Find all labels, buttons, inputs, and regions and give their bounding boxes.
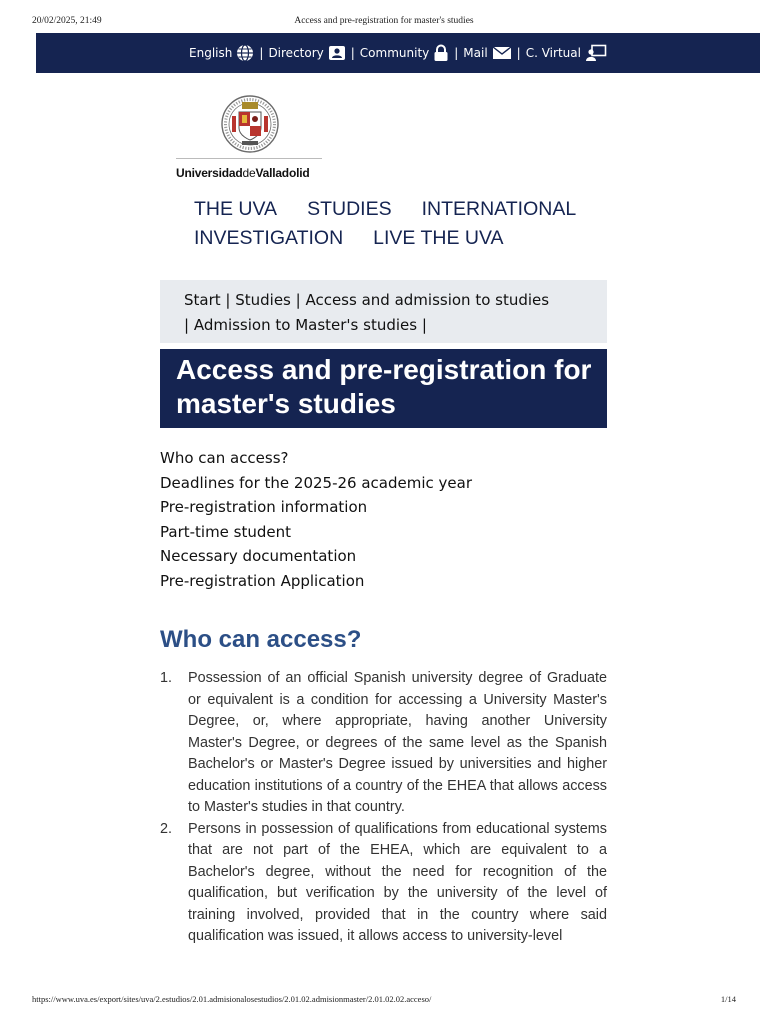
main-nav-row xyxy=(194,195,614,224)
university-name-part3: Valladolid xyxy=(255,166,310,180)
top-utility-bar xyxy=(36,33,760,73)
university-logo[interactable] xyxy=(176,92,324,182)
breadcrumb-line[interactable]: Start | Studies | Access and admission to studies xyxy=(184,291,550,309)
list-item-number: 1. xyxy=(160,670,173,686)
toc-link-preregistration-info[interactable]: Pre-registration information xyxy=(160,498,368,517)
main-nav-row xyxy=(194,224,614,253)
table-of-contents xyxy=(160,446,607,594)
topbar-virtual-campus-label: C. Virtual xyxy=(525,46,581,60)
print-header xyxy=(32,16,736,30)
topbar-separator: | xyxy=(259,46,264,60)
list-item xyxy=(160,668,607,819)
toc-link-part-time[interactable]: Part-time student xyxy=(160,522,292,541)
globe-icon xyxy=(236,44,254,62)
breadcrumb-line[interactable]: | Admission to Master's studies | xyxy=(184,316,427,334)
main-navigation xyxy=(194,195,614,253)
list-item-number: 2. xyxy=(160,820,173,837)
university-name-part1: Universidad xyxy=(176,166,243,180)
page-title: Access and pre-registration for master's studies xyxy=(160,349,607,428)
topbar-separator: | xyxy=(350,46,355,60)
lock-icon xyxy=(433,44,449,62)
toc-link-deadlines[interactable]: Deadlines for the 2025-26 academic year xyxy=(160,473,473,492)
list-item-text: Possession of an official Spanish university degree of Graduate or equivalent is a condition for accessing a University Master's Degree, or, where appropriate, having another University Master's Degree, or degrees of the same level as the Spanish Bachelor's or Master's Degree issued by universities and higher education institutions of a country of the EHEA that allows access to Master's studies in that country. xyxy=(188,670,607,815)
logo-divider xyxy=(176,158,322,159)
list-item-text: Persons in possession of qualifications from educational systems that are not part of the EHEA, which are equivalent to a Bachelor's degree, without the need for recognition of the qualification, but verification by the university of the level of training involved, provided that in the country where said qualification was issued, it allows access to university-level xyxy=(188,820,607,944)
print-datetime: 20/02/2025, 21:49 xyxy=(32,16,102,26)
topbar-virtual-campus-link[interactable] xyxy=(522,44,611,62)
print-page-number: 1/14 xyxy=(720,994,736,1004)
toc-link-who-can-access[interactable]: Who can access? xyxy=(160,449,289,467)
nav-investigation[interactable]: INVESTIGATION xyxy=(194,227,344,249)
print-footer xyxy=(32,994,736,1008)
topbar-directory-link[interactable] xyxy=(264,45,349,61)
university-name xyxy=(176,166,309,180)
topbar-english-link[interactable] xyxy=(185,44,258,62)
nav-studies[interactable]: STUDIES xyxy=(307,198,392,220)
envelope-icon xyxy=(492,46,512,60)
nav-international[interactable]: INTERNATIONAL xyxy=(421,198,577,220)
toc-link-documentation[interactable]: Necessary documentation xyxy=(160,547,357,566)
university-seal-icon xyxy=(220,94,280,154)
virtual-campus-icon xyxy=(585,44,607,62)
access-requirements-list xyxy=(160,668,607,948)
topbar-community-label: Community xyxy=(359,46,430,60)
university-name-part2: de xyxy=(242,166,256,180)
nav-live-the-uva[interactable]: LIVE THE UVA xyxy=(373,227,504,249)
topbar-english-label: English xyxy=(189,46,233,60)
contact-card-icon xyxy=(328,45,346,61)
topbar-separator: | xyxy=(516,46,521,60)
nav-the-uva[interactable]: THE UVA xyxy=(194,198,278,220)
topbar-separator: | xyxy=(454,46,459,60)
topbar-directory-label: Directory xyxy=(268,46,324,60)
breadcrumb xyxy=(160,280,607,343)
topbar-community-link[interactable] xyxy=(356,44,453,62)
topbar-mail-link[interactable] xyxy=(459,46,515,60)
list-item xyxy=(160,819,607,948)
print-url: https://www.uva.es/export/sites/uva/2.estudios/2.01.admisionalosestudios/2.01.02.admisionmaster/2.01.02.02.acceso/ xyxy=(32,994,432,1004)
section-heading: Who can access? xyxy=(160,626,362,653)
print-page-title: Access and pre-registration for master's studies xyxy=(294,16,474,26)
toc-link-application[interactable]: Pre-registration Application xyxy=(160,571,365,590)
topbar-mail-label: Mail xyxy=(463,46,488,60)
